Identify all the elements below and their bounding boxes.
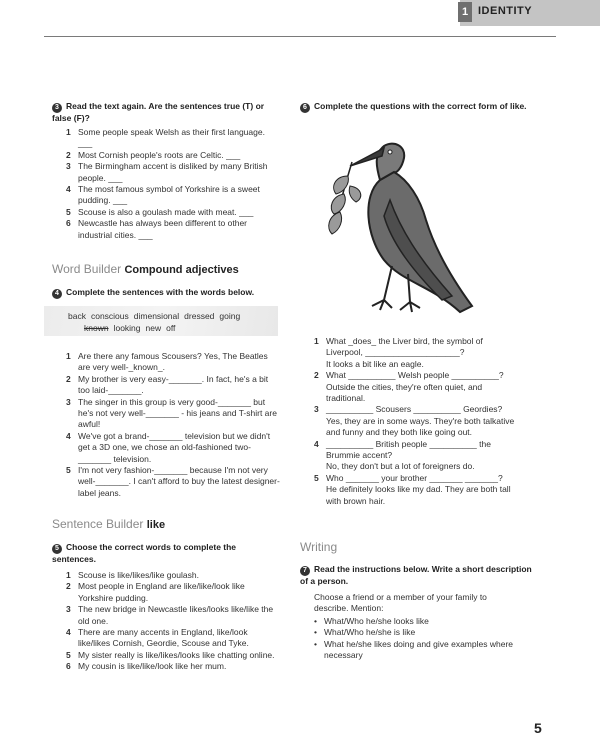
list-item: 3 __________ Scousers __________ Geordies? Yes, they are in some ways. They're both talkative and funny and they both like going out. bbox=[314, 404, 515, 438]
list-item: 1 Some people speak Welsh as their first language. ___ bbox=[66, 127, 265, 149]
list-item: 4 __________ British people __________ the Brummie accent? No, they don't but a lot of foreigners do. bbox=[314, 438, 491, 472]
list-item: 4 The most famous symbol of Yorkshire is a sweet pudding. ___ bbox=[66, 184, 260, 206]
task-7-instruction: 7 Read the instructions below. Write a short description of a person. bbox=[300, 564, 532, 586]
list-item: 5 Who _______ your brother _______ _______? He definitely looks like my dad. They are both tall with brown hair. bbox=[314, 472, 511, 506]
list-item: 2 Most people in England are like/like/look like Yorkshire pudding. bbox=[66, 581, 245, 603]
liver-bird-illustration bbox=[322, 136, 482, 320]
list-item: 6 My cousin is like/like/look like her mum. bbox=[66, 661, 227, 672]
task-number-badge: 3 bbox=[52, 103, 62, 113]
task-5-items bbox=[66, 570, 280, 673]
task-6-items bbox=[314, 336, 522, 507]
list-item: 3 The Birmingham accent is disliked by many British people. ___ bbox=[66, 161, 268, 183]
word-box: back conscious dimensional dressed going known looking new off bbox=[44, 306, 278, 336]
writing-heading: Writing bbox=[300, 540, 338, 554]
writing-bullets bbox=[314, 616, 522, 662]
task-3-items bbox=[66, 127, 280, 241]
task-4-instruction: 4 Complete the sentences with the words below. bbox=[52, 287, 282, 299]
task-4-items bbox=[66, 351, 280, 499]
list-item: • What/Who he/she looks like bbox=[314, 616, 429, 626]
word-builder-heading: Word Builder Compound adjectives bbox=[52, 262, 239, 276]
list-item: 4 There are many accents in England, like/look like/likes Cornish, Geordie, Scouse and Tyke. bbox=[66, 627, 249, 649]
list-item: 2 Most Cornish people's roots are Celtic. ___ bbox=[66, 149, 241, 160]
list-item: 5 I'm not very fashion-_______ because I'm not very well-_______. I can't afford to buy the latest designer-label jeans. bbox=[66, 465, 280, 498]
list-item: 3 The singer in this group is very good-_______ but he's not very well-_______ - his jeans and T-shirt are awful! bbox=[66, 396, 277, 430]
task-number-badge: 7 bbox=[300, 566, 310, 576]
task-6-instruction: 6 Complete the questions with the correct form of like. bbox=[300, 101, 532, 113]
list-item: 3 The new bridge in Newcastle likes/looks like/like the old one. bbox=[66, 604, 274, 626]
page-number: 5 bbox=[534, 720, 542, 736]
sentence-builder-heading: Sentence Builder like bbox=[52, 517, 166, 531]
list-item: 4 We've got a brand-_______ television but we didn't get a 3D one, we chose an old-fashioned two-_______ television. bbox=[66, 430, 271, 464]
task-5-instruction: 5 Choose the correct words to complete the sentences. bbox=[52, 542, 237, 564]
task-number-badge: 6 bbox=[300, 103, 310, 113]
task-number-badge: 5 bbox=[52, 544, 62, 554]
task-3-instruction: 3 Read the text again. Are the sentences true (T) or false (F)? bbox=[52, 101, 265, 123]
list-item: 1 Are there any famous Scousers? Yes, The Beatles are very well-_known_. bbox=[66, 351, 268, 373]
header-rule bbox=[44, 36, 556, 37]
list-item: 1 What _does_ the Liver bird, the symbol of Liverpool, ____________________? It looks a bit like an eagle. bbox=[314, 336, 483, 369]
list-item: • What/Who he/she is like bbox=[314, 627, 416, 638]
list-item: • What he/she likes doing and give examples where necessary bbox=[314, 638, 513, 661]
list-item: 5 Scouse is also a goulash made with meat. ___ bbox=[66, 206, 254, 217]
list-item: 1 Scouse is like/likes/like goulash. bbox=[66, 570, 199, 580]
writing-intro: Choose a friend or a member of your family to describe. Mention: bbox=[314, 592, 487, 614]
unit-number-badge: 1 bbox=[458, 2, 472, 22]
list-item: 2 My brother is very easy-_______. In fact, he's a bit too laid-_______. bbox=[66, 373, 269, 396]
task-number-badge: 4 bbox=[52, 289, 62, 299]
list-item: 5 My sister really is like/likes/looks like chatting online. bbox=[66, 649, 275, 660]
list-item: 6 Newcastle has always been different to other industrial cities. ___ bbox=[66, 218, 247, 240]
list-item: 2 What __________ Welsh people __________? Outside the cities, they're often quiet, and traditional. bbox=[314, 370, 504, 404]
unit-title: IDENTITY bbox=[478, 5, 533, 17]
